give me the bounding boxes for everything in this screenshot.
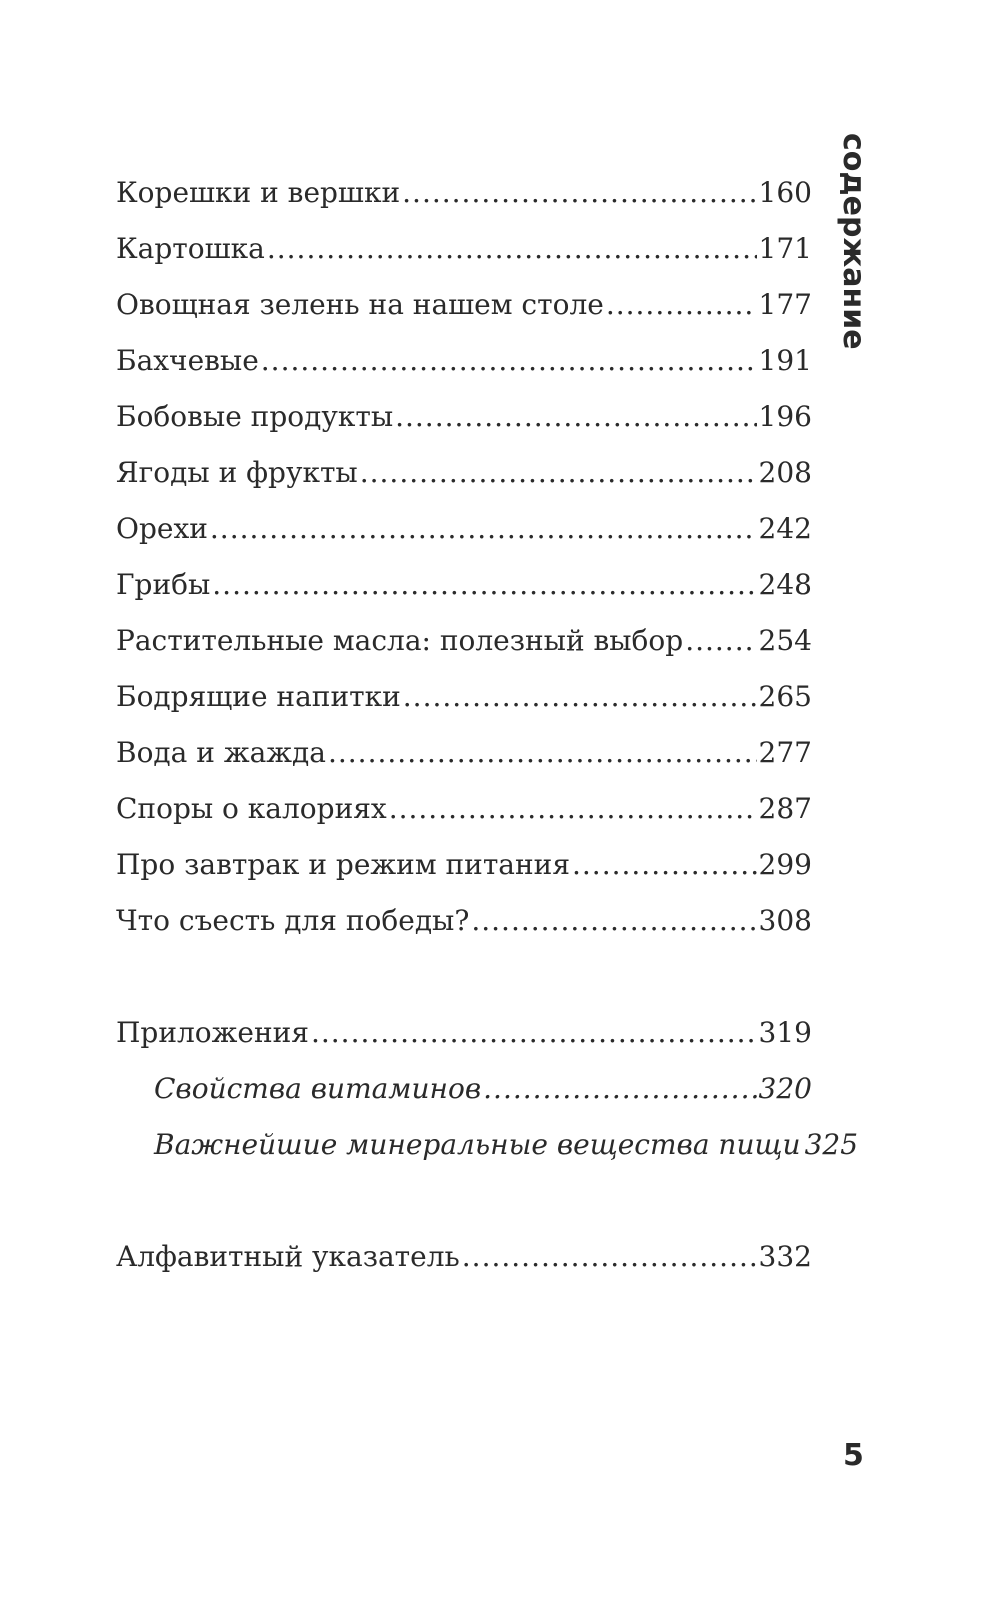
page-number: 5: [843, 1438, 864, 1473]
toc-entry[interactable]: [116, 781, 812, 837]
toc-entry-title: Алфавитный указатель: [116, 1240, 460, 1273]
toc-entry[interactable]: [116, 893, 812, 949]
toc-entry-title: Споры о калориях: [116, 792, 387, 825]
toc-subentry-page: 320: [758, 1072, 812, 1105]
toc-entry-title: Орехи: [116, 512, 208, 545]
toc-entry-page: 196: [758, 400, 812, 433]
toc-entry-title: Приложения: [116, 1016, 309, 1049]
dot-leader: [360, 445, 757, 501]
toc-subentry[interactable]: [116, 1061, 812, 1117]
toc-entry[interactable]: [116, 501, 812, 557]
toc-entry-appendix[interactable]: [116, 1005, 812, 1061]
running-head: содержание: [836, 133, 871, 350]
toc-entry-title: Растительные масла: полезный выбор: [116, 624, 684, 657]
dot-leader: [311, 1005, 757, 1061]
toc-entry-page: 191: [758, 344, 812, 377]
toc-entry-title: Грибы: [116, 568, 211, 601]
toc-entry[interactable]: [116, 669, 812, 725]
toc-entry[interactable]: [116, 445, 812, 501]
dot-leader: [483, 1061, 756, 1117]
toc-entry-page: 299: [758, 848, 812, 881]
section-gap: [116, 1173, 812, 1229]
toc-entry-title: Ягоды и фрукты: [116, 456, 358, 489]
dot-leader: [395, 389, 756, 445]
dot-leader: [685, 613, 756, 669]
toc-entry-title: Бахчевые: [116, 344, 259, 377]
dot-leader: [212, 557, 756, 613]
toc-entry-page: 177: [758, 288, 812, 321]
toc-entry-page: 308: [758, 904, 812, 937]
toc-entry-page: 277: [758, 736, 812, 769]
toc-entry-page: 160: [758, 176, 812, 209]
toc-entry-page: 265: [758, 680, 812, 713]
toc-entry-page: 254: [758, 624, 812, 657]
toc-entry[interactable]: [116, 725, 812, 781]
toc-entry-page: 332: [758, 1240, 812, 1273]
toc-entry-page: 242: [758, 512, 812, 545]
dot-leader: [261, 333, 757, 389]
toc-entry-title: Про завтрак и режим питания: [116, 848, 570, 881]
toc-entry-page: 319: [758, 1016, 812, 1049]
toc-subentry[interactable]: [116, 1117, 859, 1173]
toc-entry[interactable]: [116, 613, 812, 669]
dot-leader: [606, 277, 757, 333]
section-gap: [116, 949, 812, 1005]
dot-leader: [402, 165, 756, 221]
toc-entry-page: 248: [758, 568, 812, 601]
toc-entry-title: Вода и жажда: [116, 736, 326, 769]
toc-subentry-page: 325: [804, 1128, 859, 1161]
toc-entry-title: Овощная зелень на нашем столе: [116, 288, 604, 321]
toc-entry-index[interactable]: [116, 1229, 812, 1285]
toc-entry-page: 171: [758, 232, 812, 265]
toc-entry[interactable]: [116, 389, 812, 445]
dot-leader: [403, 669, 757, 725]
toc-entry[interactable]: [116, 837, 812, 893]
toc-entry[interactable]: [116, 557, 812, 613]
dot-leader: [462, 1229, 757, 1285]
toc-entry-title: Картошка: [116, 232, 265, 265]
dot-leader: [267, 221, 757, 277]
toc-subentry-title: Важнейшие минеральные вещества пищи: [154, 1128, 801, 1161]
toc-entry-title: Что съесть для победы?: [116, 904, 470, 937]
toc-entry-title: Корешки и вершки: [116, 176, 401, 209]
dot-leader: [572, 837, 757, 893]
toc-entry-page: 287: [758, 792, 812, 825]
toc-entry-title: Бобовые продукты: [116, 400, 394, 433]
dot-leader: [328, 725, 757, 781]
toc-entry[interactable]: [116, 333, 812, 389]
toc-entry[interactable]: [116, 277, 812, 333]
toc-entry[interactable]: [116, 221, 812, 277]
toc-entry[interactable]: [116, 165, 812, 221]
dot-leader: [389, 781, 757, 837]
dot-leader: [471, 893, 756, 949]
toc-entry-title: Бодрящие напитки: [116, 680, 401, 713]
toc-entry-page: 208: [758, 456, 812, 489]
dot-leader: [210, 501, 757, 557]
toc-subentry-title: Свойства витаминов: [154, 1072, 482, 1105]
